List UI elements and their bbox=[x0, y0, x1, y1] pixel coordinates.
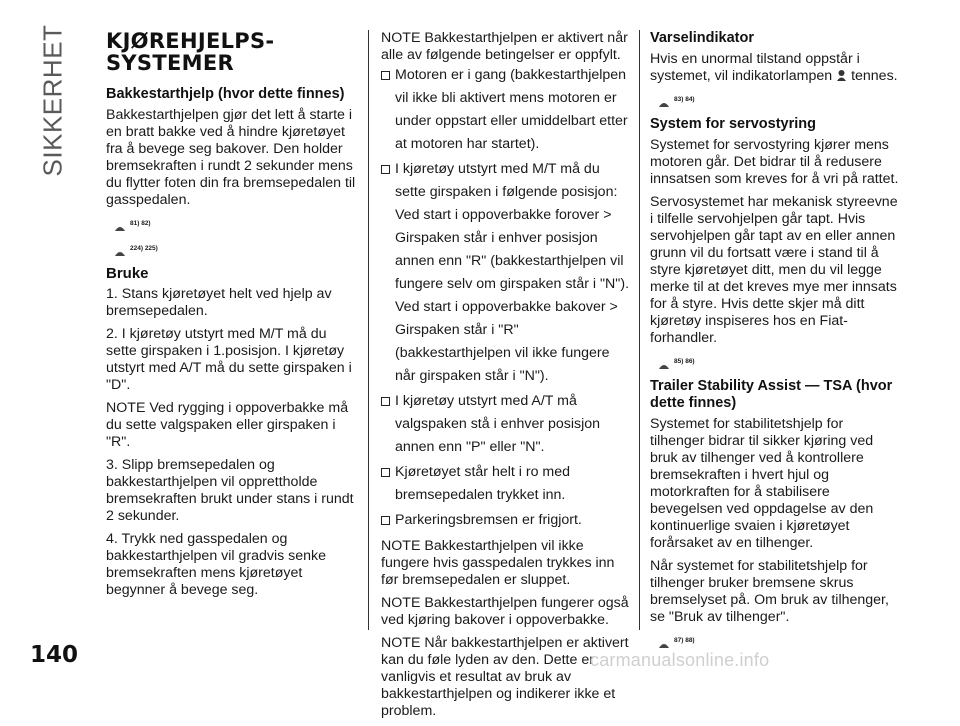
warning-ref bbox=[658, 353, 900, 370]
warning-triangle-icon bbox=[658, 639, 670, 649]
paragraph-text: tennes. bbox=[851, 68, 898, 84]
checkbox-bullet-icon bbox=[381, 468, 390, 477]
warning-triangle-icon bbox=[114, 247, 126, 257]
condition-text: I kjøretøy utstyrt med A/T må valgspaken stå i enhver posisjon annen enn "P" eller "N". bbox=[395, 393, 601, 455]
checkbox-bullet-icon bbox=[381, 165, 390, 174]
paragraph: Servosystemet har mekanisk styreevne i tilfelle servohjelpen går tapt. Hvis servohjelpen går tapt av en eller annen grunn vil du fortsatt være i stand til å styre kjøretøyet ditt, men du vil legge merke til at det kreves mye mer innsats for å styre. Hvis dette skjer må ditt kjøretøy inspiseres hos en Fiat-forhandler. bbox=[650, 194, 898, 346]
paragraph: Systemet for stabilitetshjelp for tilhenger bidrar til sikker kjøring ved bruk av tilhenger ved å kontrollere bremsekraften i hvert hjul og motorkraften for å stabilisere bevegelsen ved oppdagelse av den kontinuerlige svaien i kjøretøyet forårsaket av en tilhenger. bbox=[650, 416, 874, 551]
section-tab-label: SIKKERHET bbox=[37, 24, 68, 176]
warning-ref-text: 224) 225) bbox=[130, 245, 158, 252]
paragraph: Når systemet for stabilitetshjelp for tilhenger bruker bremsene skrus bremselyset på. Om bruk av tilhenger, se "Bruk av tilhenger". bbox=[650, 558, 889, 625]
column-1 bbox=[106, 30, 356, 605]
paragraph: 4. Trykk ned gasspedalen og bakkestarthjelpen vil gradvis senke bremsekraften mens kjøretøyet begynner å bevege seg. bbox=[106, 531, 327, 598]
subheading: System for servostyring bbox=[650, 116, 817, 132]
condition-item bbox=[381, 390, 629, 459]
subheading: Trailer Stability Assist — TSA (hvor dette finnes) bbox=[650, 378, 893, 411]
checkbox-bullet-icon bbox=[381, 71, 390, 80]
note-paragraph: NOTE Ved rygging i oppoverbakke må du sette valgspaken eller girspaken i "R". bbox=[106, 400, 349, 450]
condition-text: I kjøretøy utstyrt med M/T må du sette girspaken i følgende posisjon: Ved start i oppoverbakke forover > Girspaken står i enhver posisjon annen enn "R" (bakkestarthjelpen vil fungere selv om girspaken står i "N"). Ved start i oppoverbakke bakover > Girspaken står i "R" (bakkestarthjelpen vil ikke fungere når girspaken står i "N"). bbox=[395, 161, 630, 384]
warning-ref-text: 81) 82) bbox=[130, 220, 151, 227]
column-divider bbox=[368, 30, 369, 630]
note-paragraph: NOTE Bakkestarthjelpen fungerer også ved kjøring bakover i oppoverbakke. bbox=[381, 595, 629, 628]
column-divider bbox=[639, 30, 640, 630]
condition-text: Parkeringsbremsen er frigjort. bbox=[395, 512, 582, 528]
paragraph: Bakkestarthjelpen gjør det lett å starte i en bratt bakke ved å hindre kjøretøyet fra å bevege seg bakover. Den holder bremsekraften i rundt 2 sekunder mens du flytter foten din fra bremsepedalen til gasspedalen. bbox=[106, 107, 356, 208]
subheading: Varselindikator bbox=[650, 30, 754, 46]
section-title-line: SYSTEMER bbox=[106, 51, 234, 75]
condition-item bbox=[381, 461, 629, 507]
subheading: Bakkestarthjelp (hvor dette finnes) bbox=[106, 86, 345, 102]
warning-ref-text: 85) 86) bbox=[674, 358, 695, 365]
condition-text: Kjøretøyet står helt i ro med bremsepedalen trykket inn. bbox=[395, 464, 571, 503]
note-paragraph: NOTE Bakkestarthjelpen er aktivert når alle av følgende betingelser er oppfylt. bbox=[381, 30, 628, 63]
warning-ref bbox=[114, 215, 356, 232]
column-3 bbox=[650, 30, 900, 657]
condition-item bbox=[381, 158, 629, 388]
warning-ref bbox=[658, 632, 900, 649]
warning-ref bbox=[114, 240, 356, 257]
condition-item bbox=[381, 509, 629, 532]
warning-triangle-icon bbox=[658, 98, 670, 108]
warning-triangle-icon bbox=[658, 360, 670, 370]
paragraph: 3. Slipp bremsepedalen og bakkestarthjelpen vil opprettholde bremsekraften brukt under stans i rundt 2 sekunder. bbox=[106, 457, 354, 524]
paragraph bbox=[650, 51, 900, 85]
warning-ref bbox=[658, 91, 900, 108]
warning-ref-text: 87) 88) bbox=[674, 637, 695, 644]
page-number: 140 bbox=[30, 642, 79, 668]
warning-triangle-icon bbox=[114, 222, 126, 232]
note-paragraph: NOTE Når bakkestarthjelpen er aktivert kan du føle lyden av den. Dette er vanligvis et resultat av bruk av bakkestarthjelpen og indikerer ikke et problem. bbox=[381, 635, 629, 719]
checkbox-bullet-icon bbox=[381, 516, 390, 525]
warning-ref-text: 83) 84) bbox=[674, 96, 695, 103]
paragraph-text: Hvis en unormal tilstand oppstår i systemet, vil indikatorlampen bbox=[650, 51, 860, 84]
paragraph: 2. I kjøretøy utstyrt med M/T må du sette girspaken i 1.posisjon. I kjøretøy utstyrt med A/T må du sette girspaken i "D". bbox=[106, 326, 352, 393]
column-2 bbox=[381, 30, 629, 726]
checkbox-bullet-icon bbox=[381, 397, 390, 406]
section-title bbox=[106, 30, 356, 74]
condition-text: Motoren er i gang (bakkestarthjelpen vil ikke bli aktivert mens motoren er under oppstart eller umiddelbart etter at motoren har startet). bbox=[395, 67, 628, 152]
section-tab bbox=[33, 24, 73, 176]
condition-item bbox=[381, 64, 629, 156]
watermark: carmanualsonline.info bbox=[590, 650, 770, 670]
paragraph: 1. Stans kjøretøyet helt ved hjelp av bremsepedalen. bbox=[106, 286, 332, 319]
warning-lamp-icon bbox=[836, 69, 847, 81]
paragraph: Systemet for servostyring kjører mens motoren går. Det bidrar til å redusere innsatsen som kreves for å vri på rattet. bbox=[650, 137, 899, 187]
note-paragraph: NOTE Bakkestarthjelpen vil ikke fungere hvis gasspedalen trykkes inn før bremsepedalen er sluppet. bbox=[381, 538, 615, 588]
section-title-line: KJØREHJELPS- bbox=[106, 29, 275, 53]
subheading: Bruke bbox=[106, 265, 149, 282]
